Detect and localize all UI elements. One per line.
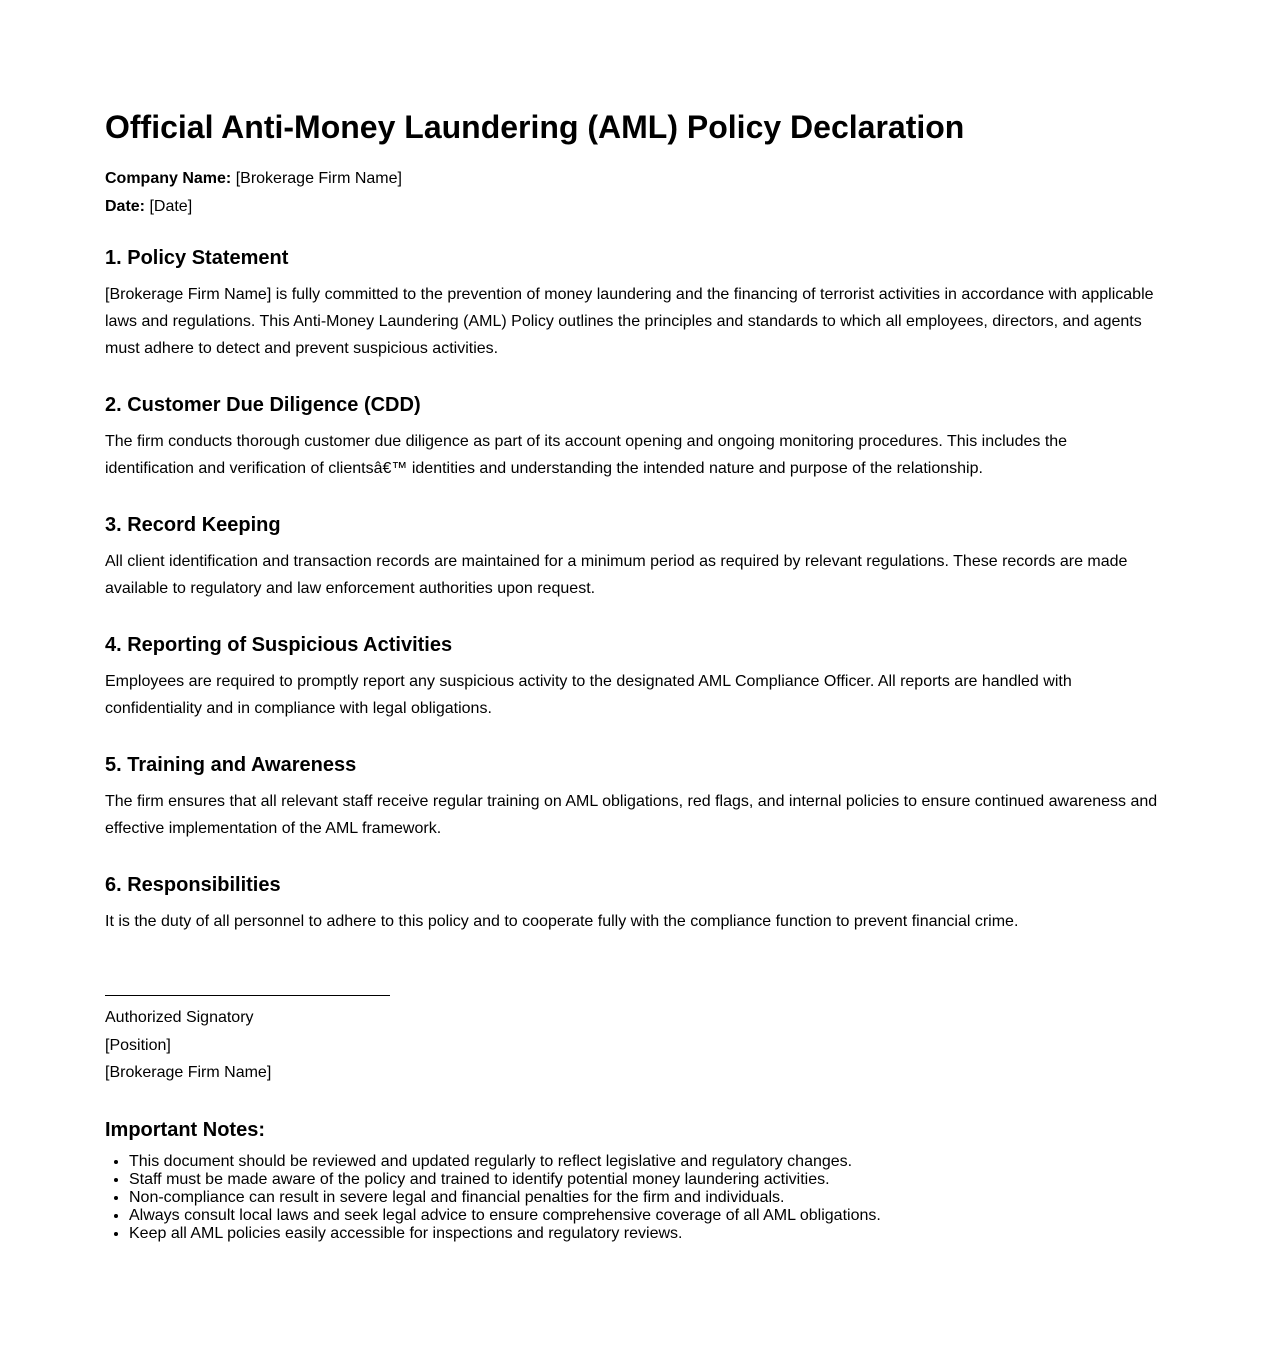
section-customer-due-diligence	[105, 392, 1158, 482]
section-heading: 1. Policy Statement	[105, 247, 289, 270]
document-title: Official Anti-Money Laundering (AML) Policy Declaration	[105, 109, 965, 145]
section-responsibilities	[105, 872, 1158, 935]
signatory-role: Authorized Signatory	[105, 1009, 254, 1027]
section-policy-statement	[105, 245, 1158, 362]
list-item: • Always consult local laws and seek legal advice to ensure comprehensive coverage of all AML obligations.	[129, 1207, 1158, 1225]
list-item: • Staff must be made aware of the policy and trained to identify potential money laundering activities.	[129, 1171, 1158, 1189]
notes-list	[105, 1153, 1158, 1243]
list-item: • Keep all AML policies easily accessible for inspections and regulatory reviews.	[129, 1225, 1158, 1243]
section-heading: 2. Customer Due Diligence (CDD)	[105, 394, 421, 417]
date-label: Date:	[105, 198, 146, 216]
section-heading: 3. Record Keeping	[105, 514, 281, 537]
date-line	[105, 193, 1158, 221]
list-item: • This document should be reviewed and updated regularly to reflect legislative and regulatory changes.	[129, 1153, 1158, 1171]
signature-line	[105, 995, 390, 996]
important-notes	[105, 1117, 1158, 1243]
section-body: All client identification and transaction records are maintained for a minimum period as required by relevant regulations. These records are made available to regulatory and law enforcement authorities upon request.	[105, 553, 1128, 598]
signature-block	[105, 995, 1158, 1087]
section-record-keeping	[105, 512, 1158, 602]
company-name-value: [Brokerage Firm Name]	[231, 170, 402, 188]
company-name-label: Company Name:	[105, 170, 232, 188]
section-body: It is the duty of all personnel to adhere to this policy and to cooperate fully with the compliance function to prevent financial crime.	[105, 913, 1019, 931]
signatory-position: [Position]	[105, 1036, 171, 1054]
section-heading: 4. Reporting of Suspicious Activities	[105, 634, 453, 657]
notes-heading: Important Notes:	[105, 1118, 265, 1141]
section-body: Employees are required to promptly report any suspicious activity to the designated AML Compliance Officer. All reports are handled with confidentiality and in compliance with legal obligations.	[105, 673, 1072, 718]
section-body: [Brokerage Firm Name] is fully committed to the prevention of money laundering and the financing of terrorist activities in accordance with applicable laws and regulations. This Anti-Money Laundering (AML) Policy outlines the principles and standards to which all employees, directors, and agents must adhere to detect and prevent suspicious activities.	[105, 286, 1154, 358]
section-reporting-suspicious-activities	[105, 632, 1158, 722]
section-heading: 6. Responsibilities	[105, 874, 281, 897]
section-body: The firm ensures that all relevant staff receive regular training on AML obligations, red flags, and internal policies to ensure continued awareness and effective implementation of the AML framework.	[105, 793, 1158, 838]
document-meta	[105, 165, 1158, 221]
section-body: The firm conducts thorough customer due diligence as part of its account opening and ongoing monitoring procedures. This includes the identification and verification of clientsâ€™ identities and understanding the intended nature and purpose of the relationship.	[105, 433, 1068, 478]
list-item: • Non-compliance can result in severe legal and financial penalties for the firm and individuals.	[129, 1189, 1158, 1207]
company-name-line	[105, 165, 1158, 193]
section-training-awareness	[105, 752, 1158, 842]
section-heading: 5. Training and Awareness	[105, 754, 357, 777]
signatory-firm: [Brokerage Firm Name]	[105, 1064, 272, 1082]
date-value: [Date]	[145, 198, 193, 216]
